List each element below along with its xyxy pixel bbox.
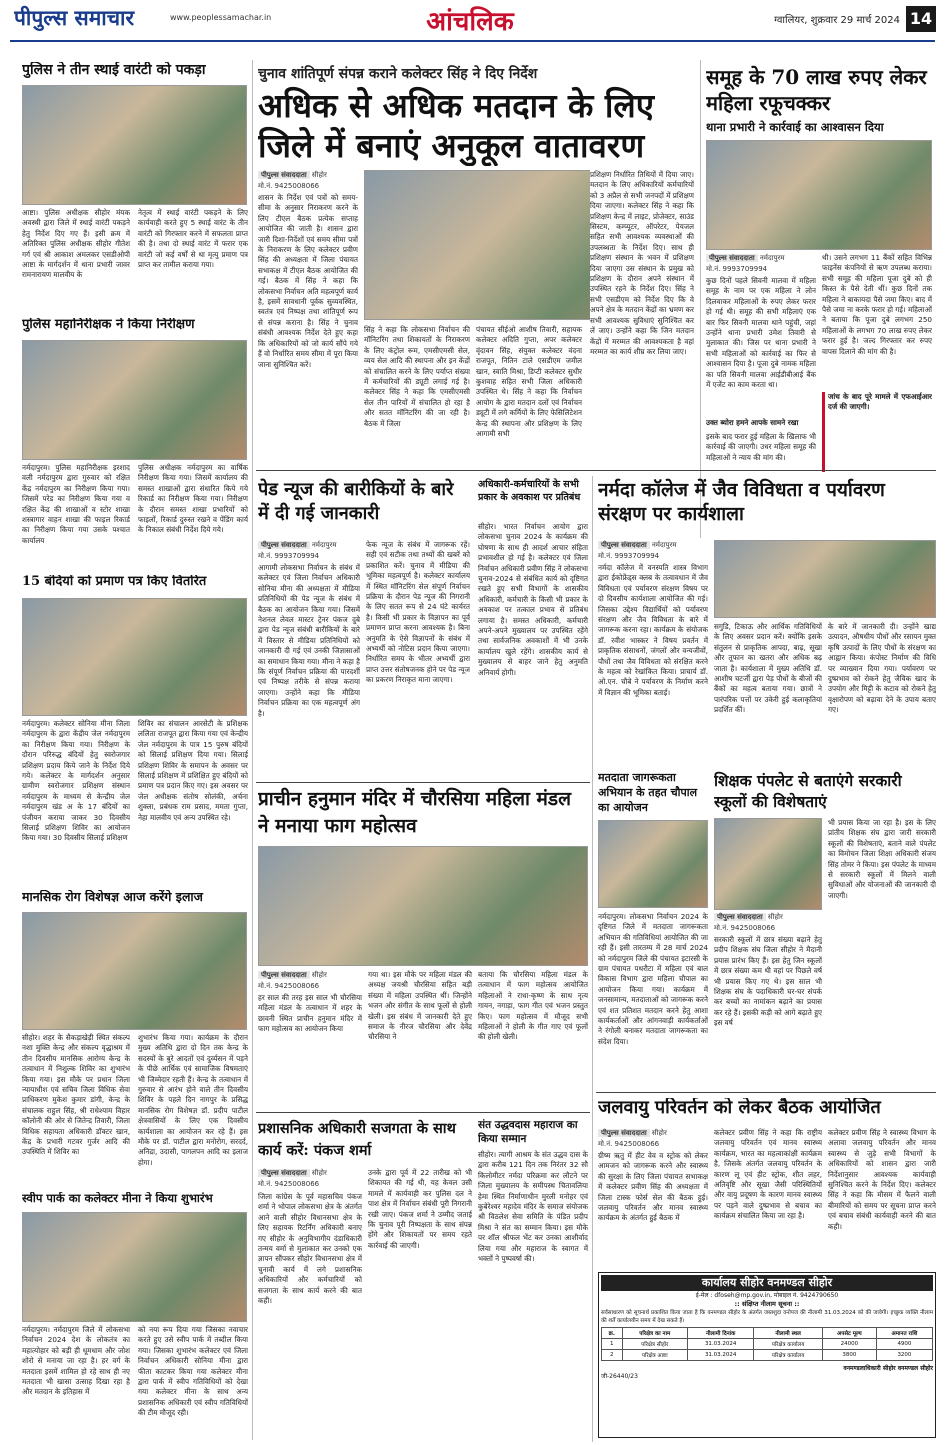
- admin-mobile: मो.नं. 9425008066: [258, 1180, 320, 1188]
- ig-photo: [22, 340, 247, 460]
- paidnews-mobile: मो.नं. 9993709994: [258, 552, 320, 560]
- lead-byline: [258, 170, 350, 180]
- ad-th: अपसेट मूल्य: [822, 1328, 876, 1339]
- admin-text-1: जिला कांग्रेस के पूर्व महासचिव पंकज शर्मा ने भोपाल लोकसभा क्षेत्र के अंतर्गत आने वाली सीहोर विधानसभा क्षेत्र के लिए सहायक रिटर्निंग अधिकारी बनाए गए सीहोर के अनुविभागीय दंडाधिकारी तन्मय वर्मा से मुलाकात कर उनको एक ज्ञापन सौंपकर सीहोर विधानसभा क्षेत्र में चुनावी कार्य में लगे प्रशासनिक अधिकारियों और कर्मचारियों को सजगता के साथ कार्य करने की बात कही।: [258, 1192, 362, 1306]
- warrant-headline: पुलिस ने तीन स्थाई वारंटी को पकड़ा: [22, 62, 206, 78]
- ad-table: [601, 1327, 933, 1361]
- climate-byline-name: पीपुल्स संवाददाता: [598, 1129, 650, 1137]
- lead-mobile: मो.नं. 9425008066: [258, 182, 320, 190]
- dateline: ग्वालियर, शुक्रवार 29 मार्च 2024: [774, 15, 900, 26]
- women-note: उक्त ब्योरा हमने आपके सामने रखा: [706, 418, 799, 427]
- ad-cell: 4900: [876, 1339, 932, 1350]
- ad-footer: वनमण्डलाधिकारी सीहोर वनमण्डल सीहोर: [843, 1365, 933, 1372]
- ad-cell: परिक्षेत्र सीहोर: [622, 1339, 687, 1350]
- hanuman-photo: [258, 846, 588, 966]
- paidnews-text-1: आगामी लोकसभा निर्वाचन के संबंध में कलेक्टर एवं जिला निर्वाचन अधिकारी सोनिया मीना की अध्यक्षता में मीडिया प्रतिनिधियों की पेड न्यूज के संबंध में बैठक का आयोजन किया गया। जिसमें नेशनल लेवल मास्टर ट्रेनर पंकज दुबे द्वारा पेड न्यूज संबंधी बारीकियों के बारे में विस्तार से मीडिया प्रतिनिधियों को जानकारी दी गई एवं उनकी जिज्ञासाओं का समाधान किया गया। मीना ने कहा है कि संपूर्ण निर्वाचन प्रक्रिया की पारदर्शी एवं निष्पक्ष तरीके से संपन्न कराया जाएगा। उन्होंने कहा कि मीडिया निर्वाचन प्रक्रिया का एक महत्वपूर्ण अंग है।: [258, 563, 360, 718]
- bio-mobile: मो.नं. 9993709994: [598, 552, 660, 560]
- bio-byline-place: नर्मदापुरम: [651, 541, 677, 549]
- admin-byline: [258, 1168, 364, 1178]
- mental-photo: [22, 912, 247, 1030]
- climate-byline-place: सीहोर: [651, 1129, 667, 1137]
- certificates-text-2: शिविर का संचालन आरसेटी के प्रशिक्षक ललिता राजपूत द्वारा किया गया एवं केन्द्रीय जेल नर्मदापुरम के पात्र 15 पुरुष बंदियों को सिलाई प्रशिक्षण दिया गया। सिलाई प्रशिक्षण शिविर के समापन के अवसर पर सिलाई प्रशिक्षण में प्रशिक्षित हुए बंदियों को प्रमाण पत्र प्रदान किए गए। इस अवसर पर जेल अधीक्षक संतोष सोलंकी, अर्चना शुक्ला, प्रबंधक राम प्रसाद, ममता गुप्ता, नेहा मालवीय एवं अन्य उपस्थित रहे।: [138, 719, 248, 822]
- teacher-photo: [714, 818, 822, 910]
- saint-text: सीहोर। त्यागी आश्रम के संत उद्धव दास के द्वारा करीब 121 दिन तक निरंतर 32 सौ किलोमीटर नर्मदा परिक्रमा कर लौटने पर जिला मुख्यालय के समीपस्थ चितावलिया हेमा स्थित निर्माणाधीन मुरली मनोहर एवं कुबेरेश्वर महादेव मंदिर के समाज संयोजक श्री विठलेश सेवा समिति के पंडित प्रदीप मिश्रा ने संत का सम्मान किया। इस मौके पर शॉल श्रीफल भेंट कर उनका आशीर्वाद लिया गया और महाराज के स्वागत में भक्तों ने पुष्पवर्षा की।: [478, 1150, 588, 1264]
- saint-headline: संत उद्धवदास महाराज का किया सम्मान: [478, 1119, 578, 1145]
- table-row: [602, 1350, 933, 1361]
- lead-text-4: प्रशिक्षण निर्धारित तिथियों में दिया जाए। मतदान के लिए अधिकारियों कर्मचारियों को 3 अप्रैल से सभी जनपदों में प्रशिक्षण दिया जाएगा। कलेक्टर सिंह ने कहा कि प्रशिक्षण केन्द्र में लाइट, प्रोजेक्टर, साउंड सिस्टम, कम्प्यूटर, ऑपरेटर, पेयजल सहित सभी आवश्यक व्यवस्थाओं की उपलब्धता के निर्देश दिए। साथ ही प्रशिक्षण संस्थान के भवन में प्रशिक्षण दिया जाएगा उस संस्थान के प्रमुख को प्रशिक्षण के दौरान अपने संस्थान में उपस्थित रहने के निर्देश दिए। सिंह ने सभी एसडीएम को निर्देश दिए कि वे अपने क्षेत्र के मतदान केंद्रों का भ्रमण कर सभी आवश्यक सुविधाएं सुनिश्चित कर लें जाए। उन्होंने कहा कि जिन मतदान केंद्रों में मरम्मत की आवश्यकता है वहां मरम्मत का कार्य शीघ्र कर लिया जाए।: [590, 170, 694, 461]
- teacher-text-2: भी प्रयास किया जा रहा है। इस के लिए प्रांतीय शिक्षक संघ द्वारा जारी सरकारी स्कूलों की विशेषताएं, बताने वाले पंपलेट का विमोचन जिला शिक्षा अधिकारी संजय सिंह तोमर ने किया। इस पंपलेट के माध्यम से सरकारी स्कूलों में मिलने वाली सुविधाओं और योजनाओं की जानकारी दी जाएगी।: [828, 818, 936, 900]
- ad-table-header: [602, 1328, 933, 1339]
- mental-headline: मानसिक रोग विशेषज्ञ आज करेंगे इलाज: [22, 890, 203, 904]
- women-bullet: जांच के बाद पूरे मामले में एफआईआर दर्ज की जाएगी।: [822, 392, 932, 472]
- teacher-headline: शिक्षक पंपलेट से बताएंगे सरकारी स्कूलों की विशेषताएं: [714, 771, 902, 811]
- ad-contact: ई-मेल : dfoseh@mp.gov.in, मोबाइल नं. 9424790650: [695, 1292, 839, 1299]
- paidnews-byline: [258, 540, 368, 550]
- teacher-mobile: मो.नं. 9425008066: [714, 924, 776, 932]
- climate-byline: [598, 1128, 708, 1138]
- hanuman-text-3: बताया कि चौरसिया महिला मंडल के तत्वाधान में फाग महोत्सव आयोजित महिलाओं ने राधा-कृष्ण के साथ नृत्य गायन, नगाड़ा, फाग गीत एवं भजन प्रस्तुत किए। फाग महोत्सव में मौजूद सभी महिलाओं ने होली के गीत गाए एवं फूलों की होली खेली।: [478, 970, 588, 1042]
- ban-text: सीहोर। भारत निर्वाचन आयोग द्वारा लोकसभा चुनाव 2024 के कार्यक्रम की घोषणा के साथ ही आदर्श आचार संहिता प्रभावशील हो गई है। कलेक्टर एवं जिला निर्वाचन अधिकारी प्रवीण सिंह ने लोकसभा चुनाव-2024 से संबंधित कार्य को दृष्टिगत रखते हुए सभी विभागों के शासकीय अधिकारी, कर्मचारी के किसी भी प्रकार के अवकाश पर तत्काल प्रभाव से प्रतिबंध लगाया है। समस्त अधिकारी, कर्मचारी अपने-अपने मुख्यालय पर उपस्थित रहेंगे तथा सार्वजनिक अवकाशों में भी उनके कार्यालय खुले रहेंगे। शासकीय कार्य से मुख्यालय से बाहर जाने हेतु अनुमति अनिवार्य होगी।: [478, 522, 588, 677]
- bio-text-1: नर्मदा कॉलेज में वनस्पति शास्त्र विभाग द्वारा ईकोफ्रेंड्स क्लब के तत्वावधान में जैव विविधता एवं पर्यावरण संरक्षण विषय पर दो दिवसीय कार्यशाला आयोजित की गई। जिसका उद्देश्य विद्यार्थियों को पर्यावरण संरक्षण और जैव विविधता के बारे में जागरूक करना रहा। कार्यक्रम के संयोजक डॉ. रवीश भास्कर ने विषय प्रवर्तन में प्राकृतिक संसाधनों, जंगलों और वन्यजीवों, पौधों तथा जैव विविधता को संरक्षित करने के महत्व को रेखांकित किया। प्राचार्य डॉ. ओ.एन. चौबे ने पर्यावरण के निर्माण करने में विज्ञान की भूमिका बताई।: [598, 563, 708, 697]
- ad-th: परिक्षेत्र का नाम: [622, 1328, 687, 1339]
- paidnews-byline-name: पीपुल्स संवाददाता: [258, 541, 310, 549]
- section-rule-4: [596, 1092, 936, 1093]
- ad-cell: परिक्षेत्र आष्टा: [622, 1350, 687, 1361]
- ad-cell: परिक्षेत्र कार्यालय: [754, 1350, 823, 1361]
- ad-cell: 3800: [822, 1350, 876, 1361]
- ad-body: सर्वसाधारण को सूचनार्थ प्रकाशित किया जाता है कि वनमण्डल सीहोर के अंतर्गत जब्तशुदा वनोपज की नीलामी 31.03.2024 को की जावेगी। इच्छुक व्यक्ति नीलाम की शर्तें कार्यालयीन समय में देख सकते हैं।: [601, 1310, 933, 1324]
- women-text-2: थी। उसने लगभग 11 बैंकों सहित विभिन्न फाइनेंस कंपनियों से ऋण उपलब्ध कराया। सभी समूह की महिला पूजा दुबे को ही किस्त के पैसे देती थीं। कुछ दिनों तक महिला ने बाकायदा पैसे जमा किए। बाद में पैसे जमा ना करके फरार हो गई। महिलाओं ने बताया कि पूजा दुबे लगभग 250 महिलाओं के लगभग 70 लाख रुपए लेकर फरार हुई है। जल्द गिरफ्तार कर रुपए वापस दिलाने की मांग की है।: [822, 253, 932, 356]
- ad-cell: 3200: [876, 1350, 932, 1361]
- column-divider-left: [252, 60, 253, 1440]
- admin-headline: प्रशासनिक अधिकारी सजगता के साथ कार्य करें: पंकज शर्मा: [258, 1120, 456, 1159]
- lead-text-2: सिंह ने कहा कि लोकसभा निर्वाचन की मॉनिटरिंग तथा शिकायतों के निराकरण के लिए कंट्रोल रूम, एमसीएमसी सेल, व्यय सेल आदि की स्थापना और इन केंद्रों को संचालित करने के लिए पर्याप्त संख्या में कर्मचारियों की ड्यूटी लगाई गई है। कलेक्टर सिंह ने कहा कि एमसीएमसी सेल तीन पारियों में संचालित हो रहा है और सतत मॉनिटरिंग की जा रही है। बैठक में जिला: [364, 325, 470, 428]
- lead-headline: अधिक से अधिक मतदान के लिए जिले में बनाएं अनुकूल वातावरण: [258, 86, 654, 165]
- section-name: आंचलिक: [426, 7, 514, 37]
- admin-text-2: उनके द्वारा पूर्व में 22 तारीख को भी शिकायत की गई थी, यह केवल उसी मामले में कार्यवाही कर पुलिस दल ने पाश क्षेत्र में निर्वाचन संबंधी पूरी निगरानी रखी जाए। पंकज शर्मा ने उम्मीद जताई कि चुनाव पूरी निष्पक्षता के साथ संपन्न होंगे और शिकायतों पर समय रहते कार्रवाई की जाएगी।: [368, 1168, 472, 1250]
- warrant-text-1: आष्टा। पुलिस अधीक्षक सीहोर मंयक अवस्थी द्वारा जिले में स्थाई वारंटी पकड़ने हेतु निर्देश दिए गए हैं। इसी क्रम में अतिरिक्त पुलिस अधीक्षक सीहोर गीतेश गर्ग एवं श्री आकाश अमलकर एसडीओपी आष्टा के मार्गदर्शन में थाना प्रभारी जावर रामनारायण मालवीय के: [22, 208, 130, 280]
- hanuman-text-2: गया था। इस मौके पर महिला मंडल की अध्यक्ष जयश्री चौरसिया सहित बड़ी संख्या में महिला उपस्थित थीं। जिन्होंने भजन और संगीत के साथ फूलों से होली खेली। इस संबंध में जानकारी देते हुए समाज के नीरज चौरसिया और देवेंद्र चौरसिया ने: [368, 970, 472, 1042]
- paper-name: पीपुल्स समाचार: [14, 5, 135, 30]
- paidnews-byline-place: नर्मदापुरम: [311, 541, 337, 549]
- women-subtitle: थाना प्रभारी ने कार्रवाई का आश्वासन दिया: [706, 120, 884, 134]
- hanuman-text-1: हर साल की तरह इस साल भी चौरसिया महिला मंडल के तत्वाधान में शहर के छावनी स्थित प्राचीन हनुमान मंदिर में फाग महोत्सव का आयोजन किया: [258, 993, 362, 1034]
- women-text-1: कुछ दिनों पहले सिवनी मालवा में महिला समूह के नाम पर एक महिला ने लोन दिलवाकर महिलाओं के रुपए लेकर फरार हो गई थी। समूह की सभी महिलाएं एक बार फिर सिवनी मालवा थाने पहुंची, जहां उन्होंने थाना प्रभारी उमेश तिवारी से मुलाकात की। जिस पर थाना प्रभारी ने सभी महिलाओं को कार्रवाई का फिर से आश्वासन दिया है। पूजा दुबे नामक महिला का पति सिवनी मालवा आईडीबीआई बैंक में एजेंट का काम करता था।: [706, 276, 816, 390]
- voter-text: नर्मदापुरम। लोकसभा निर्वाचन 2024 के दृष्टिगत जिले में मतदाता जागरूकता अभियान की गतिविधियां आयोजित की जा रही हैं। इसी तारतम्य में 28 मार्च 2024 को नर्मदापुरम जिले की पंचायत इटारसी के ग्राम पंचायत पथरौटा में महिला एवं बाल विकास विभाग द्वारा महिला चौपाल का आयोजन किया गया। कार्यक्रम में जनसामान्य, मतदाताओं को जागरूक करने एवं शत प्रतिशत मतदान करने हेतु आशा कार्यकर्ताओं और आंगनवाड़ी कार्यकर्ताओं ने रंगोली बनाकर मतदाता जागरूकता का संदेश दिया।: [598, 912, 708, 1046]
- hanuman-headline: प्राचीन हनुमान मंदिर में चौरसिया महिला मंडल ने मनाया फाग महोत्सव: [258, 788, 571, 837]
- bio-byline-name: पीपुल्स संवाददाता: [598, 541, 650, 549]
- bio-headline: नर्मदा कॉलेज में जैव विविधता व पर्यावरण संरक्षण पर कार्यशाला: [598, 479, 885, 525]
- hanuman-byline: [258, 970, 366, 980]
- women-mobile: मो.नं. 9993709994: [706, 265, 768, 273]
- ad-cell: 31.03.2024: [688, 1339, 754, 1350]
- climate-text-1: ग्रीष्म ऋतु में हीट वेव व स्ट्रोक को लेकर आमजन को जागरूक करने और स्वास्थ्य की सुरक्षा के लिए जिला पंचायत सभाकक्ष में कलेक्टर प्रवीण सिंह की अध्यक्षता में जिला टास्क फोर्स सेल की बैठक हुई। जलवायु परिवर्तन और मानव स्वास्थ्य कार्यक्रम के अंतर्गत हुई बैठक में: [598, 1151, 708, 1223]
- sweep-text-1: नर्मदापुरम। नर्मदापुरम जिले में लोकसभा निर्वाचन 2024 देश के लोकतंत्र का महात्योहार को बड़ी ही धूमधाम और जोश शोरो से मनाया जा रहा है। हर वर्ग के मतदाता इसमें शामिल हो रहे साथ ही नए मतदाता भी खासा उत्साह दिखा रहा है और मतदान के इतिहास में: [22, 1325, 130, 1397]
- page-number: 14: [906, 6, 936, 32]
- ig-text-1: नर्मदापुरम। पुलिस महानिरीक्षक इरशाद वली नर्मदापुरम द्वारा गुरुवार को रक्षित केंद्र नर्मदापुरम का निरीक्षण किया गया। जिसमें परेड का निरीक्षण किया गया व रक्षित केंद्र की शाखाओं व स्टोर शाखा शस्त्रागार वाहन शाखा की फाइल रिकार्ड का निरीक्षण किया गया उसके पश्चात कार्यालय: [22, 463, 130, 545]
- voter-headline: मतदाता जागरूकता अभियान के तहत चौपाल का आयोजन: [598, 771, 698, 814]
- certificates-photo: [22, 598, 247, 716]
- teacher-byline: [714, 912, 822, 922]
- lead-byline-name: पीपुल्स संवाददाता: [258, 171, 310, 179]
- women-byline-place: नर्मदापुरम: [759, 254, 785, 262]
- women-byline: [706, 253, 816, 263]
- women-photo: [706, 140, 932, 250]
- paidnews-headline: पेड न्यूज की बारीकियों के बारे में दी गई जानकारी: [258, 479, 454, 524]
- section-rule-3: [256, 1112, 590, 1113]
- certificates-headline: 15 बंदियों को प्रमाण पत्र किए वितरित: [22, 575, 207, 589]
- women-byline-name: पीपुल्स संवाददाता: [706, 254, 758, 262]
- hanuman-byline-place: सीहोर: [311, 971, 327, 979]
- ad-th: नीलामी दिनांक: [688, 1328, 754, 1339]
- ig-headline: पुलिस महानिरीक्षक ने किया निरीक्षण: [22, 318, 195, 332]
- lead-kicker: चुनाव शांतिपूर्ण संपन्न कराने कलेक्टर सिंह ने दिए निर्देश: [258, 66, 538, 82]
- warrant-photo: [22, 85, 247, 205]
- ad-th: नीलामी स्थल: [754, 1328, 823, 1339]
- teacher-byline-place: सीहोर: [767, 913, 783, 921]
- ad-code: जी-26440/23: [601, 1373, 638, 1380]
- bio-photo: [714, 540, 936, 618]
- ad-title: कार्यालय सीहोर वनमण्डल सीहोर: [601, 1275, 933, 1291]
- women-text-1b: इसके बाद फरार हुई महिला के खिलाफ भी कार्रवाई की जाएगी। उधर महिला समूह की महिलाओं ने न्याय की मांग की।: [706, 432, 816, 462]
- ad-cell: 2: [602, 1350, 623, 1361]
- mental-text-1: सीहोर। शहर के सैकड़ाखेड़ी स्थित संकल्प नशा मुक्ति केन्द्र और संकल्प वृद्धाश्रम में तीन दिवसीय मानसिक आरोग्य केन्द्र के तत्वाधान में निशुल्क शिविर का शुभारंभ किया गया। इस मौके पर प्रधान जिला न्यायाधीश एवं सचिव जिला विधिक सेवा प्राधिकरण मुकेश कुमार डांगी, केन्द्र के संचालक राहुल सिंह, श्री राधेश्याम विहार कॉलोनी की ओर से जितेन्द्र तिवारी, जिला विधिक सहायता अधिकारी डॉक्टर खान, केंद्र के प्रभारी गटवर गुर्जर आदि की उपस्थिति में शिविर का: [22, 1033, 130, 1157]
- ad-box: [598, 1272, 936, 1438]
- women-headline: समूह के 70 लाख रुपए लेकर महिला रफूचक्कर: [706, 65, 927, 115]
- lead-text-1: शासन के निर्देश एवं पत्रों को समय-सीमा के अनुसार निराकरण करने के लिए टीएल बैठक प्रत्येक सप्ताह आयोजित की जाती है। शासन द्वारा जारी दिशा-निर्देशों एवं समय सीमा पत्रों के निराकरण के लिए कलेक्टर प्रवीण सिंह की अध्यक्षता में जिला पंचायत सभाकक्ष में टीएल बैठक आयोजित की गई। बैठक में सिंह ने कहा कि लोकसभा निर्वाचन अति महत्वपूर्ण कार्य है, इसमें सावधानी पूर्वक सुव्यवस्थित, स्वतंत्र एवं निष्पक्ष तथा शांतिपूर्ण रूप से संपन्न कराना है। सिंह ने चुनाव संबंधी आवश्यक निर्देश देते हुए कहा कि अधिकारियों को जो कार्य सौंपे गये हैं वो निर्धारित समय सीमा में पूरा किया जाना सुनिश्चित करें।: [258, 193, 358, 369]
- ad-cell: 24000: [822, 1339, 876, 1350]
- ad-cell: परिक्षेत्र कार्यालय: [754, 1339, 823, 1350]
- hanuman-byline-name: पीपुल्स संवाददाता: [258, 971, 310, 979]
- masthead: [0, 0, 945, 58]
- bio-byline: [598, 540, 708, 550]
- column-divider-right: [700, 60, 701, 538]
- sweep-photo: [22, 1212, 247, 1322]
- sweep-headline: स्वीप पार्क का कलेक्टर मीना ने किया शुभारंभ: [22, 1192, 213, 1205]
- ban-headline: अधिकारी-कर्मचारियों के सभी प्रकार के अवकाश पर प्रतिबंध: [478, 479, 581, 503]
- lead-byline-place: सीहोर: [311, 171, 327, 179]
- ig-text-2: पुलिस अधीक्षक नर्मदापुरम का वार्षिक निरीक्षण किया गया। जिसमें कार्यालय की समस्त शाखाओं द्वारा संधारित किये गये रिकार्ड का निरीक्षण किया गया। निरीक्षण के दौरान समस्त शाखा प्रभारियों को फाइलों, रिकार्ड दुरुस्त रखने व पेंडिंग कार्य के निकाल संबंधी निर्देश दिये गये।: [138, 463, 248, 535]
- ad-th: क्र.: [602, 1328, 623, 1339]
- paidnews-text-2: फेक न्यूज के संबंध में जागरूक रहें। सही एवं सटीक तथा तथ्यों की खबरें को प्रकाशित करें। चुनाव में मीडिया की भूमिका महत्वपूर्ण है। कलेक्टर कार्यालय में स्थित मॉनिटरिंग सेल संपूर्ण निर्वाचन प्रक्रिया के दौरान पेड न्यूज की निगरानी के लिए सतत रूप से 24 घंटे कार्यरत है। किसी भी प्रकार के विज्ञापन का पूर्व प्रमाणन प्राप्त करना आवश्यक है। बिना अनुमति के ऐसे विज्ञापनों के संबंध में अभ्यर्थी को नोटिस प्रदान किया जाएगा। निर्धारित समय के भीतर अभ्यर्थी द्वारा प्राप्त उत्तर संतोषजनक होने पर पेड न्यूज का प्रकरण निराकृत माना जाएगा।: [366, 540, 470, 685]
- section-rule-2: [256, 782, 590, 783]
- admin-byline-place: सीहोर: [311, 1169, 327, 1177]
- bio-text-3: के बारे में जानकारी दी। उन्होंने खाद्य उत्पादन, औषधीय पौधों और रसायन मुक्त कृषि उत्पादों के लिए पौधों के संरक्षण का आह्वान किया। कंपोस्ट निर्माण की विधि पर व्याख्यान दिया गया। पर्यावरण पर दुष्प्रभाव को रोकने हेतु जैविक खाद के उपयोग और मिट्टी के कटाव को रोकने हेतु वृक्षारोपण को बढ़ावा देने के उपाय बताए गए।: [828, 622, 936, 715]
- sweep-text-2: को नया रूप दिया गया जिसका नवाचार करते हुए उसे स्वीप पार्क में तब्दील किया गया। जिसका शुभारंभ कलेक्टर एवं जिला निर्वाचन अधिकारी सोनिया मीना द्वारा फीता काटकर किया गया कलेक्टर मीना द्वारा पार्क में स्वीप गतिविधियों को देखा गया कलेक्टर मीना के साथ अन्य प्रशासनिक अधिकारी एवं स्वीप गतिविधियों की टीम मौजूद रही।: [138, 1325, 248, 1418]
- mental-text-2: शुभारंभ किया गया। कार्यक्रम के दौरान मुख्य अतिथि द्वारा दो दिन तक केन्द्र के सदस्यों के बुरे आदतों एवं दुर्व्यसन में पड़ने के पीछे आर्थिक एवं सामाजिक विषमताएं भी जिम्मेदार रहती हैं। केन्द्र के तत्वाधान में गुरुवार से आरंभ होने वाले तीन दिवसीय शिविर के पहले दिन नागपुर के प्रसिद्ध मानसिक रोग विशेषज्ञ डॉ. प्रदीप पाटील क्षेत्रवासियों के लिए एक दिवसीय कार्यशाला का आयोजन कर रहे हैं। इस मौके पर डॉ. पाटील द्वारा मनोरोग, सरदर्द, अनिद्रा, उदासी, पागलपन आदि का इलाज होगा।: [138, 1033, 248, 1167]
- climate-headline: जलवायु परिवर्तन को लेकर बैठक आयोजित: [598, 1098, 881, 1118]
- table-row: [602, 1339, 933, 1350]
- warrant-text-2: नेतृत्व में स्थाई वारंटी पकड़ने के लिए कार्यवाही करते हुए 5 स्थाई वारंट के तीन वारंटी को गिरफ्तार करने में सफलता प्राप्त की है। तथा दो स्थाई वारंट में फरार एक वारंटी जो कई वर्षों से था मृत्यु प्रमाण पत्र प्राप्त कर तामील कराया गया।: [138, 208, 248, 270]
- masthead-rule: [10, 40, 935, 42]
- climate-text-2: कलेक्टर प्रवीण सिंह ने कहा कि राष्ट्रीय जलवायु परिवर्तन एवं मानव स्वास्थ्य कार्यक्रम, भारत का महत्वाकांक्षी कार्यक्रम है, जिसके अंतर्गत जलवायु परिवर्तन के कारण लू एवं हीट स्ट्रोक, शीत लहर, अतिवृष्टि और सूखा जैसी परिस्थितियों और वायु प्रदूषण के कारण मानव स्वास्थ्य पर पड़ने वाले दुष्प्रभाव से बचाव का कार्यक्रम संचालित किया जा रहा है।: [714, 1128, 822, 1221]
- section-rule-1: [256, 470, 936, 471]
- ad-subtitle: :: संक्षिप्त नीलाम सूचना ::: [734, 1300, 800, 1308]
- climate-text-3: कलेक्टर प्रवीण सिंह ने स्वास्थ्य विभाग के अलावा जलवायु परिवर्तन और मानव स्वास्थ्य से जुड़े सभी विभागों के अधिकारियों को शासन द्वारा जारी निर्देशानुसार आवश्यक कार्यवाही सुनिश्चित करने के निर्देश दिए। कलेक्टर सिंह ने कहा कि मौसम में फैलने वाली बीमारियों को समय पर सूचना प्राप्त करने एवं बचाव संबंधी कार्यवाही करने की बात कही।: [828, 1128, 936, 1231]
- lead-text-3: पंचायत सीईओ आशीष तिवारी, सहायक कलेक्टर अदिति गुप्ता, अपर कलेक्टर वृंदावन सिंह, संयुक्त कलेक्टर वंदना राजपूत, नितिन टाले एसडीएम जमील खान, स्वाति मिश्रा, डिप्टी कलेक्टर सुधीर कुशवाह सहित सभी जिला अधिकारी उपस्थित थे। सिंह ने कहा कि निर्वाचन आयोग के द्वारा मतदान दलों एवं निर्वाचन ड्यूटी में लगे कर्मियों के लिए फेसिलिटेशन केन्द्र की स्थापना और प्रशिक्षण के लिए आगामी सभी: [476, 325, 582, 439]
- hanuman-mobile: मो.नं. 9425008066: [258, 982, 320, 990]
- ad-cell: 1: [602, 1339, 623, 1350]
- admin-byline-name: पीपुल्स संवाददाता: [258, 1169, 310, 1177]
- column-divider-mid: [592, 476, 593, 1442]
- ad-th: अमानत राशि: [876, 1328, 932, 1339]
- bio-text-2: सगुडि, टिकाऊ और आर्थिक गतिविधियों के लिए अवसर प्रदान करें। क्योंकि इसके संतुलन से प्राकृतिक आपदा, बाढ़, सूखा और तूफान का खतरा और अधिक बढ़ जाता है। कार्यशाला में मुख्य अतिथि डॉ. आशीष चटर्जी द्वारा पेड़ पौधों के बीजों की बैंकों का महत्व बताया गया। छात्रों ने पारंपरिक पत्तों पर उकेरी हुई कलाकृतियां प्रदर्शित कीं।: [714, 622, 822, 715]
- climate-mobile: मो.नं. 9425008066: [598, 1140, 660, 1148]
- voter-photo: [598, 820, 708, 908]
- certificates-text-1: नर्मदापुरम। कलेक्टर सोनिया मीना जिला नर्मदापुरम के द्वारा केंद्रीय जेल नर्मदापुरम का निरीक्षण किया गया। निरीक्षण के दौरान परिरुद्ध बंदियों हेतु स्वरोजगार प्रशिक्षण प्रदाय किये जाने के निर्देश दिये गये। कलेक्टर के मार्गदर्शन अनुसार ग्रामीण स्वरोजगार प्रशिक्षण संस्थान नर्मदापुरम के माध्यम से केन्द्रीय जेल नर्मदापुरम खंड अ के 17 बंदियों का पंजीयन कराया जाकर 30 दिवसीय सिलाई प्रशिक्षण शिविर का आयोजन किया गया। 30 दिवसीय सिलाई प्रशिक्षण: [22, 719, 130, 843]
- teacher-byline-name: पीपुल्स संवाददाता: [714, 913, 766, 921]
- paper-url[interactable]: www.peoplessamachar.in: [170, 13, 272, 22]
- ad-cell: 31.03.2024: [688, 1350, 754, 1361]
- teacher-text-1: सरकारी स्कूलों में छात्र संख्या बढ़ाने हेतु प्रदीप शिक्षक संघ जिला सीहोर ने मैदानी प्रयास प्रारंभ किए हैं। इस हेतु जिन स्कूलों में छात्र संख्या कम थी वहां पर पिछले वर्ष भी प्रयास किए गए थे। इस साल भी शिक्षक संघ के पदाधिकारी घर-घर संपर्क कर बच्चों का नामांकन बढ़ाने का प्रयास कर रहे हैं। इसकी कड़ी को आगे बढ़ाते हुए इस वर्ष: [714, 935, 822, 1028]
